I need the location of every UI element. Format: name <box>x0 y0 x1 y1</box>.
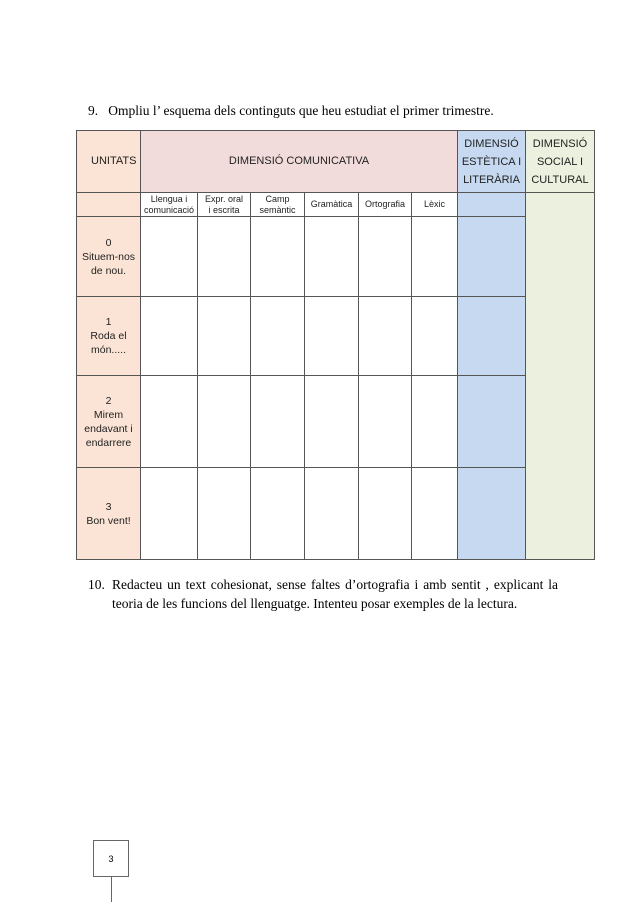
answer-cell[interactable] <box>412 217 458 297</box>
question-9-number: 9. <box>88 103 99 118</box>
answer-cell[interactable] <box>305 468 359 560</box>
question-9-text: Ompliu l’ esquema dels continguts que heu estudiat el primer trimestre. <box>108 103 494 118</box>
answer-cell[interactable] <box>251 468 305 560</box>
subheader-ortografia: Ortografia <box>359 193 412 217</box>
answer-cell[interactable] <box>412 468 458 560</box>
subheader-gramatica: Gramàtica <box>305 193 359 217</box>
subheader-expressio-oral-escrita: Expr. oral i escrita <box>198 193 251 217</box>
answer-cell[interactable] <box>251 376 305 468</box>
answer-cell[interactable] <box>305 217 359 297</box>
estetica-fill-cell[interactable] <box>458 193 526 217</box>
subheader-llengua-comunicacio: Llengua i comunicació <box>141 193 198 217</box>
answer-cell[interactable] <box>305 297 359 376</box>
header-dimensio-comunicativa: DIMENSIÓ COMUNICATIVA <box>141 131 458 193</box>
answer-cell[interactable] <box>305 376 359 468</box>
answer-cell[interactable] <box>141 376 198 468</box>
estetica-answer-cell[interactable] <box>458 376 526 468</box>
answer-cell[interactable] <box>198 297 251 376</box>
estetica-answer-cell[interactable] <box>458 217 526 297</box>
answer-cell[interactable] <box>359 217 412 297</box>
question-10-number: 10. <box>88 577 105 592</box>
answer-cell[interactable] <box>198 217 251 297</box>
unit-0: 0 Situem-nos de nou. <box>77 217 141 297</box>
subheader-camp-semantic: Camp semàntic <box>251 193 305 217</box>
subheader-lexic: Lèxic <box>412 193 458 217</box>
header-dimensio-estetica: DIMENSIÓ ESTÈTICA I LITERÀRIA <box>458 131 526 193</box>
answer-cell[interactable] <box>198 376 251 468</box>
header-dimensio-social: DIMENSIÓ SOCIAL I CULTURAL <box>526 131 595 193</box>
answer-cell[interactable] <box>141 297 198 376</box>
answer-cell[interactable] <box>251 217 305 297</box>
answer-cell[interactable] <box>359 297 412 376</box>
answer-cell[interactable] <box>141 468 198 560</box>
footer-divider <box>111 877 112 902</box>
unit-2: 2 Mirem endavant i endarrere <box>77 376 141 468</box>
unit-1: 1 Roda el món..... <box>77 297 141 376</box>
answer-cell[interactable] <box>412 376 458 468</box>
page-number: 3 <box>93 840 129 877</box>
header-unitats: UNITATS <box>77 131 141 193</box>
estetica-answer-cell[interactable] <box>458 297 526 376</box>
answer-cell[interactable] <box>251 297 305 376</box>
estetica-answer-cell[interactable] <box>458 468 526 560</box>
unit-3: 3 Bon vent! <box>77 468 141 560</box>
social-fill-cell[interactable] <box>526 193 595 560</box>
content-scheme-table <box>76 130 595 560</box>
question-10 <box>88 575 558 613</box>
answer-cell[interactable] <box>141 217 198 297</box>
question-9 <box>88 101 494 120</box>
answer-cell[interactable] <box>359 376 412 468</box>
answer-cell[interactable] <box>359 468 412 560</box>
answer-cell[interactable] <box>198 468 251 560</box>
unit-column-continuation <box>77 193 141 217</box>
answer-cell[interactable] <box>412 297 458 376</box>
question-10-text: Redacteu un text cohesionat, sense faltes d’ortografia i amb sentit , explicant la teoria de les funcions del llenguatge. Intenteu posar exemples de la lectura. <box>112 577 558 611</box>
